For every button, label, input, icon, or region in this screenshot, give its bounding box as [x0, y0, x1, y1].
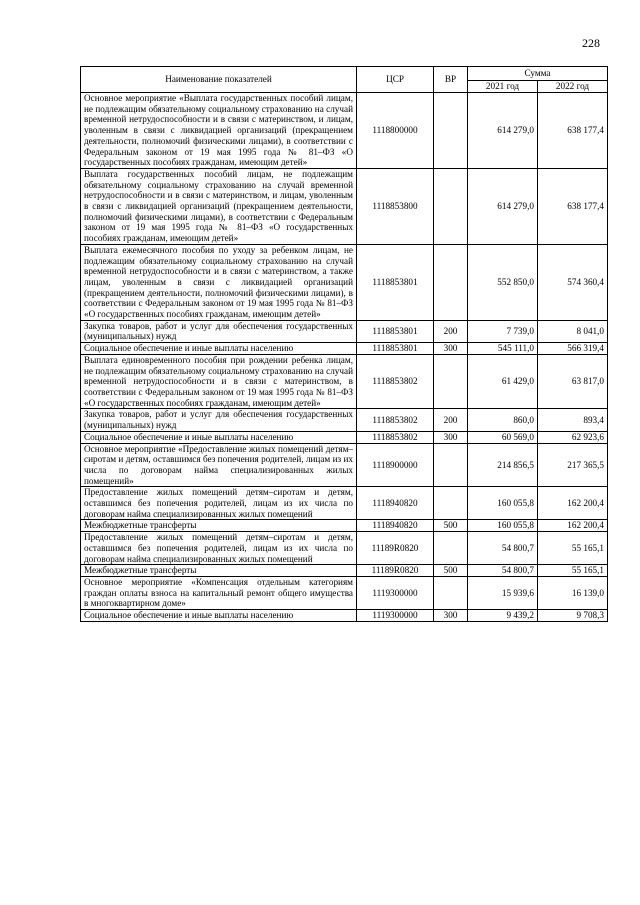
row-vr [434, 354, 468, 409]
row-sum-2022: 162 200,4 [538, 487, 608, 520]
row-csr: 1118900000 [357, 443, 434, 487]
row-vr: 200 [434, 320, 468, 342]
row-name: Основное мероприятие «Предоставление жилых помещений детям–сиротам и детям, оставшимся без попечения родителей, лицам из их числа по договорам найма специализированных жилых помещений» [81, 443, 357, 487]
row-name: Выплата единовременного пособия при рождении ребенка лицам, не подлежащим обязательному социальному страхованию на случай временной нетрудоспособности и в связи с материнством, в соответствии с Федеральным законом от 19 мая 1995 года № 81–ФЗ «О государственных пособиях гражданам, имеющим детей» [81, 354, 357, 409]
row-sum-2021: 61 429,0 [468, 354, 538, 409]
row-vr [434, 532, 468, 565]
row-sum-2022: 9 708,3 [538, 610, 608, 622]
row-csr: 1118800000 [357, 93, 434, 169]
table-row [81, 354, 608, 409]
row-sum-2021: 7 739,0 [468, 320, 538, 342]
table-row [81, 610, 608, 622]
row-sum-2021: 9 439,2 [468, 610, 538, 622]
row-name: Закупка товаров, работ и услуг для обеспечения государственных (муниципальных) нужд [81, 320, 357, 342]
row-csr: 1118853800 [357, 168, 434, 244]
row-sum-2021: 545 111,0 [468, 343, 538, 355]
row-vr: 500 [434, 565, 468, 577]
row-sum-2021: 860,0 [468, 409, 538, 431]
row-sum-2021: 15 939,6 [468, 576, 538, 609]
table-row [81, 409, 608, 431]
header-year-2022: 2022 год [538, 81, 608, 93]
table-row [81, 576, 608, 609]
row-vr [434, 244, 468, 320]
row-sum-2022: 55 165,1 [538, 565, 608, 577]
row-sum-2021: 614 279,0 [468, 93, 538, 169]
row-name: Межбюджетные трансферты [81, 520, 357, 532]
row-sum-2022: 162 200,4 [538, 520, 608, 532]
row-sum-2021: 552 850,0 [468, 244, 538, 320]
table-row [81, 520, 608, 532]
table-header [81, 67, 608, 93]
row-csr: 1118853802 [357, 431, 434, 443]
row-sum-2022: 893,4 [538, 409, 608, 431]
row-name: Межбюджетные трансферты [81, 565, 357, 577]
row-sum-2021: 54 800,7 [468, 532, 538, 565]
row-csr: 11189R0820 [357, 532, 434, 565]
row-vr: 300 [434, 431, 468, 443]
table-row [81, 168, 608, 244]
row-csr: 1118940820 [357, 487, 434, 520]
table-row [81, 431, 608, 443]
row-sum-2022: 8 041,0 [538, 320, 608, 342]
row-csr: 1119300000 [357, 610, 434, 622]
row-name: Предоставление жилых помещений детям–сиротам и детям, оставшимся без попечения родителей, лицам из их числа по договорам найма специализированных жилых помещений [81, 487, 357, 520]
row-vr [434, 487, 468, 520]
row-sum-2022: 566 319,4 [538, 343, 608, 355]
table-row [81, 443, 608, 487]
row-csr: 1118853802 [357, 354, 434, 409]
row-csr: 1118853801 [357, 244, 434, 320]
row-sum-2021: 160 055,8 [468, 487, 538, 520]
row-csr: 1119300000 [357, 576, 434, 609]
row-name: Основное мероприятие «Компенсация отдельным категориям граждан оплаты взноса на капитальный ремонт общего имущества в многоквартирном доме» [81, 576, 357, 609]
row-vr [434, 576, 468, 609]
header-sum: Сумма [468, 67, 608, 81]
row-name: Закупка товаров, работ и услуг для обеспечения государственных (муниципальных) нужд [81, 409, 357, 431]
table-row [81, 93, 608, 169]
row-vr: 200 [434, 409, 468, 431]
row-vr: 300 [434, 343, 468, 355]
row-vr: 500 [434, 520, 468, 532]
row-vr [434, 168, 468, 244]
row-vr [434, 93, 468, 169]
table-row [81, 244, 608, 320]
page-number: 228 [582, 36, 600, 50]
row-vr: 300 [434, 610, 468, 622]
table-row [81, 320, 608, 342]
row-sum-2022: 638 177,4 [538, 168, 608, 244]
row-name: Предоставление жилых помещений детям–сиротам и детям, оставшимся без попечения родителей, лицам из их числа по договорам найма специализированных жилых помещений [81, 532, 357, 565]
row-vr [434, 443, 468, 487]
row-csr: 1118853801 [357, 343, 434, 355]
table-row [81, 487, 608, 520]
row-sum-2021: 214 856,5 [468, 443, 538, 487]
header-name: Наименование показателей [81, 67, 357, 93]
table-body [81, 93, 608, 622]
row-name: Выплата ежемесячного пособия по уходу за ребенком лицам, не подлежащим обязательному социальному страхованию на случай временной нетрудоспособности и в связи с материнством, а также лицам, уволенным в связи с ликвидацией организаций (прекращением деятельности, полномочий физическими лицами), в соответствии с Федеральным законом от 19 мая 1995 года № 81–ФЗ «О государственных пособиях гражданам, имеющим детей» [81, 244, 357, 320]
row-sum-2021: 54 800,7 [468, 565, 538, 577]
table-row [81, 343, 608, 355]
row-name: Социальное обеспечение и иные выплаты населению [81, 610, 357, 622]
row-sum-2022: 16 139,0 [538, 576, 608, 609]
row-sum-2022: 62 923,6 [538, 431, 608, 443]
row-name: Социальное обеспечение и иные выплаты населению [81, 343, 357, 355]
row-sum-2022: 638 177,4 [538, 93, 608, 169]
row-sum-2021: 614 279,0 [468, 168, 538, 244]
row-name: Выплата государственных пособий лицам, не подлежащим обязательному социальному страхованию на случай временной нетрудоспособности и в связи с материнством, и лицам, уволенным в связи с ликвидацией организаций (прекращением деятельности, полномочий физическими лицами), в соответствии с Федеральным законом от 19 мая 1995 года № 81–ФЗ «О государственных пособиях гражданам, имеющим детей» [81, 168, 357, 244]
header-vr: ВР [434, 67, 468, 93]
row-csr: 1118940820 [357, 520, 434, 532]
header-year-2021: 2021 год [468, 81, 538, 93]
row-csr: 1118853801 [357, 320, 434, 342]
header-csr: ЦСР [357, 67, 434, 93]
budget-table [80, 66, 608, 622]
table-row [81, 532, 608, 565]
row-name: Социальное обеспечение и иные выплаты населению [81, 431, 357, 443]
row-sum-2022: 217 365,5 [538, 443, 608, 487]
row-sum-2022: 63 817,0 [538, 354, 608, 409]
row-csr: 11189R0820 [357, 565, 434, 577]
row-name: Основное мероприятие «Выплата государственных пособий лицам, не подлежащим обязательному социальному страхованию на случай временной нетрудоспособности и в связи с материнством, и лицам, уволенным в связи с ликвидацией организаций (прекращением деятельности, полномочий физическими лицами), в соответствии с Федеральным законом от 19 мая 1995 года № 81–ФЗ «О государственных пособиях гражданам, имеющим детей» [81, 93, 357, 169]
row-sum-2021: 160 055,8 [468, 520, 538, 532]
row-sum-2022: 574 360,4 [538, 244, 608, 320]
row-sum-2021: 60 569,0 [468, 431, 538, 443]
table-row [81, 565, 608, 577]
row-sum-2022: 55 165,1 [538, 532, 608, 565]
row-csr: 1118853802 [357, 409, 434, 431]
